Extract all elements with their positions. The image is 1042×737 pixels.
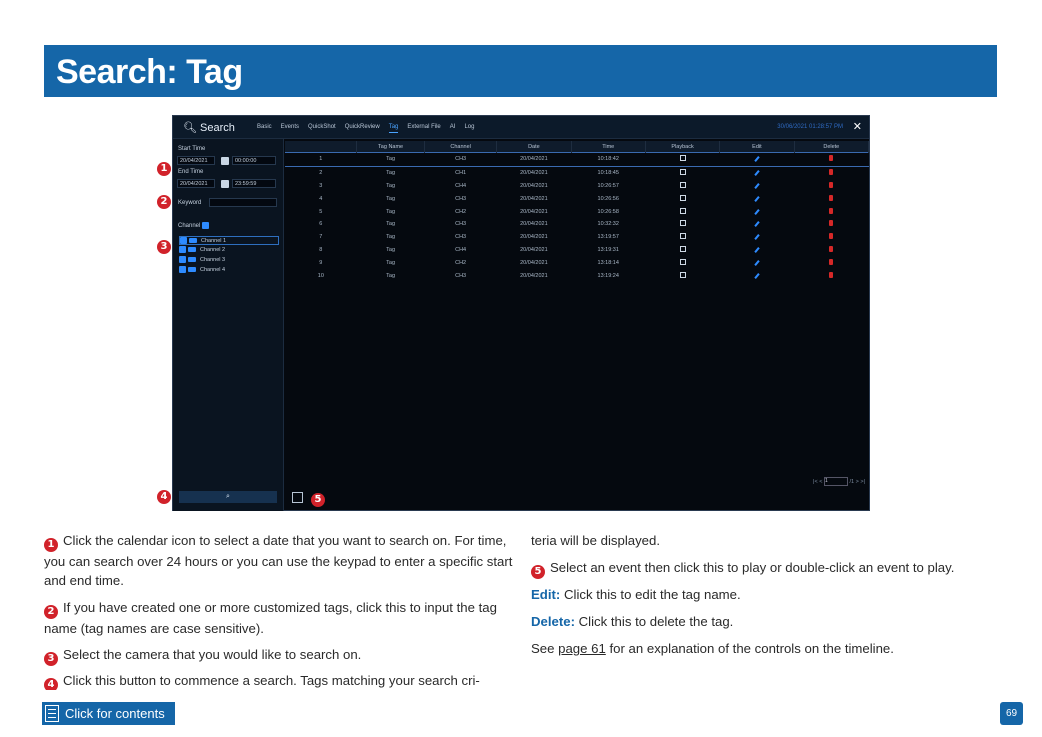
keyword-field — [209, 198, 277, 207]
checkbox-icon — [202, 222, 209, 229]
table-cell — [645, 153, 719, 167]
table-cell — [720, 269, 794, 282]
table-cell: CH3 — [425, 153, 497, 167]
paragraph: Edit: Click this to edit the tag name. — [531, 587, 741, 602]
screenshot-header — [173, 116, 869, 139]
table-cell: 13:19:57 — [597, 234, 619, 241]
camera-icon — [188, 257, 196, 262]
paragraph: See page 61 for an explanation of the controls on the timeline. — [531, 641, 894, 656]
delete-icon — [829, 272, 833, 278]
table-cell: 20/04/2021 — [520, 208, 548, 215]
page-number: 69 — [1000, 702, 1023, 725]
delete-icon — [829, 259, 833, 265]
paragraph: 4 Click this button to commence a search. Tags matching your search cri- — [44, 671, 514, 690]
table-cell: CH1 — [455, 170, 467, 177]
table-cell — [794, 256, 868, 269]
tab-events: Events — [280, 124, 300, 130]
table-cell: 10:26:56 — [597, 195, 619, 202]
edit-icon — [754, 247, 759, 253]
table-cell: 10 — [317, 272, 324, 279]
tab-quickreview: QuickReview — [344, 124, 380, 130]
table-cell — [645, 218, 719, 231]
table-cell — [645, 269, 719, 282]
table-cell: 20/04/2021 — [520, 170, 548, 177]
table-cell — [720, 180, 794, 193]
table-row — [285, 205, 869, 218]
table-cell — [794, 153, 868, 167]
table-cell — [794, 166, 868, 179]
table-cell — [645, 166, 719, 179]
playback-icon — [680, 233, 686, 239]
edit-icon — [754, 170, 759, 176]
table-cell: CH4 — [455, 182, 467, 189]
table-cell — [794, 269, 868, 282]
table-cell: 5 — [319, 208, 323, 215]
table-cell: 20/04/2021 — [520, 234, 548, 241]
clock: 30/06/2021 01:28:57 PM — [777, 124, 843, 130]
title-banner — [44, 45, 997, 97]
checkbox-icon — [179, 256, 186, 263]
table-cell — [720, 218, 794, 231]
tab-log: Log — [464, 124, 475, 130]
page-link[interactable]: page 61 — [558, 641, 606, 656]
checkbox-icon — [180, 237, 187, 244]
playback-icon — [680, 169, 686, 175]
page-title: Search: Tag — [56, 53, 243, 91]
edit-icon — [754, 156, 759, 162]
table-cell: CH3 — [455, 234, 467, 241]
tab-tag: Tag — [389, 124, 399, 133]
search-button: ⌕ — [179, 491, 277, 503]
table-cell: 4 — [319, 195, 323, 202]
delete-icon — [829, 195, 833, 201]
playback-icon — [680, 155, 686, 161]
table-cell — [645, 231, 719, 244]
table-cell — [794, 244, 868, 257]
table-cell — [794, 180, 868, 193]
table-cell: 20/04/2021 — [520, 246, 548, 253]
table-cell: 13:19:24 — [597, 272, 619, 279]
start-time-field: 00:00:00 — [232, 156, 276, 165]
table-cell: CH3 — [455, 221, 467, 228]
table-cell: 20/04/2021 — [520, 182, 548, 189]
table-cell: CH3 — [455, 195, 467, 202]
table-cell — [794, 205, 868, 218]
table-cell: 20/04/2021 — [520, 272, 548, 279]
playback-icon — [680, 220, 686, 226]
edit-icon — [754, 273, 759, 279]
table-cell — [645, 256, 719, 269]
delete-icon — [829, 208, 833, 214]
paragraph: 3 Select the camera that you would like to search on. — [44, 645, 361, 666]
callout-marker: 5 — [311, 493, 325, 507]
table-cell: CH3 — [455, 272, 467, 279]
calendar-icon — [221, 157, 229, 165]
playback-icon — [680, 259, 686, 265]
table-header: Tag Name Channel Date Time Playback Edit Delete — [285, 141, 869, 153]
table-cell: Tag — [386, 170, 396, 177]
table-cell: 10:18:45 — [597, 170, 619, 177]
table-cell: Tag — [386, 246, 396, 253]
table-cell: CH2 — [455, 259, 467, 266]
table-row — [285, 231, 869, 244]
end-time-label: End Time — [178, 169, 204, 175]
paragraph: 1 Click the calendar icon to select a date that you want to search on. For time, you can search over 24 hours or you can use the keypad to enter a specific start and end time. — [44, 533, 513, 588]
camera-icon — [188, 247, 196, 252]
callout-marker: 2 — [157, 195, 171, 209]
paragraph: 2 If you have created one or more customized tags, click this to input the tag name (tag names are case sensitive). — [44, 600, 497, 636]
tab-external-file: External File — [407, 124, 441, 130]
table-cell: Tag — [386, 259, 396, 266]
table-cell — [794, 192, 868, 205]
table-cell — [794, 231, 868, 244]
search-sidebar — [173, 139, 284, 511]
table-cell — [720, 231, 794, 244]
start-time-label: Start Time — [178, 146, 206, 152]
table-cell: 20/04/2021 — [497, 153, 571, 167]
edit-icon — [754, 221, 759, 227]
table-cell: 2 — [319, 170, 323, 177]
table-row — [285, 153, 869, 167]
table-cell — [720, 256, 794, 269]
checkbox-icon — [179, 246, 186, 253]
end-date-field: 20/04/2021 — [177, 179, 215, 188]
playback-icon — [680, 182, 686, 188]
table-cell: Tag — [386, 234, 396, 241]
table-cell — [645, 205, 719, 218]
table-cell — [720, 153, 794, 167]
paragraph: Delete: Click this to delete the tag. — [531, 614, 734, 629]
table-row — [285, 244, 869, 257]
screenshot-tabs — [257, 124, 474, 133]
page-input: 1 — [824, 477, 848, 486]
channel-row: Channel 3 — [179, 256, 279, 265]
channel-label: Channel — [178, 222, 211, 229]
table-cell: Tag — [386, 182, 396, 189]
nvr-search-screenshot — [172, 115, 870, 511]
calendar-icon — [221, 180, 229, 188]
close-icon: ✕ — [852, 121, 862, 133]
table-cell — [720, 166, 794, 179]
table-cell: 20/04/2021 — [520, 221, 548, 228]
tab-ai: AI — [449, 124, 456, 130]
playback-icon — [680, 272, 686, 278]
checkbox-icon — [179, 266, 186, 273]
edit-icon — [754, 183, 759, 189]
tab-quickshot: QuickShot — [308, 124, 336, 130]
table-cell: CH2 — [455, 208, 467, 215]
table-cell: 10:26:58 — [597, 208, 619, 215]
delete-icon — [829, 155, 833, 161]
keyword-label: Keyword — [178, 200, 202, 206]
delete-icon — [829, 246, 833, 252]
table-cell: 3 — [319, 182, 323, 189]
table-row — [285, 166, 869, 179]
edit-icon — [754, 196, 759, 202]
table-row — [285, 218, 869, 231]
edit-icon — [754, 234, 759, 240]
table-cell: 20/04/2021 — [520, 195, 548, 202]
table-row — [285, 192, 869, 205]
table-cell: 13:19:31 — [597, 246, 619, 253]
table-cell — [645, 180, 719, 193]
delete-icon — [829, 233, 833, 239]
end-time-field: 23:59:59 — [232, 179, 276, 188]
table-cell: Tag — [386, 195, 396, 202]
table-cell: 20/04/2021 — [520, 259, 548, 266]
table-cell: Tag — [386, 272, 396, 279]
table-cell: 10:18:42 — [571, 153, 645, 167]
delete-icon — [829, 220, 833, 226]
tag-results-table — [285, 141, 869, 282]
channel-row: Channel 1 — [179, 236, 279, 245]
playback-icon — [680, 208, 686, 214]
table-cell: Tag — [357, 153, 425, 167]
table-row — [285, 256, 869, 269]
delete-icon — [829, 182, 833, 188]
table-cell — [720, 244, 794, 257]
start-date-field: 20/04/2021 — [177, 156, 215, 165]
table-row — [285, 180, 869, 193]
tab-basic: Basic — [257, 124, 272, 130]
table-cell: 7 — [319, 234, 323, 241]
table-cell: Tag — [386, 221, 396, 228]
table-cell: 10:26:57 — [597, 182, 619, 189]
table-row — [285, 269, 869, 282]
contents-icon — [45, 705, 59, 722]
delete-icon — [829, 169, 833, 175]
edit-icon — [754, 260, 759, 266]
table-cell: 13:18:14 — [597, 259, 619, 266]
camera-icon — [188, 267, 196, 272]
contents-button[interactable]: Click for contents — [42, 702, 175, 725]
table-cell — [645, 244, 719, 257]
camera-icon — [189, 238, 197, 243]
table-cell — [720, 205, 794, 218]
table-cell — [720, 192, 794, 205]
edit-icon — [754, 209, 759, 215]
callout-marker: 4 — [157, 490, 171, 504]
table-cell — [645, 192, 719, 205]
playback-icon — [680, 246, 686, 252]
channel-row: Channel 4 — [179, 266, 279, 275]
table-cell: 10:32:32 — [597, 221, 619, 228]
paragraph: 5 Select an event then click this to play or double-click an event to play. — [531, 558, 954, 579]
table-cell: 1 — [285, 153, 357, 167]
playback-icon — [680, 195, 686, 201]
channel-row: Channel 2 — [179, 246, 279, 255]
table-cell: 9 — [319, 259, 323, 266]
pager: |< < 1 /1 > >| — [813, 478, 865, 485]
table-cell: 8 — [319, 246, 323, 253]
table-cell: CH4 — [455, 246, 467, 253]
play-button — [292, 492, 303, 503]
paragraph-continuation: teria will be displayed. — [531, 533, 661, 548]
screenshot-title: 🔍︎ Search — [183, 122, 235, 134]
callout-marker: 3 — [157, 240, 171, 254]
table-cell: 6 — [319, 221, 323, 228]
callout-marker: 1 — [157, 162, 171, 176]
table-cell: Tag — [386, 208, 396, 215]
table-cell — [794, 218, 868, 231]
